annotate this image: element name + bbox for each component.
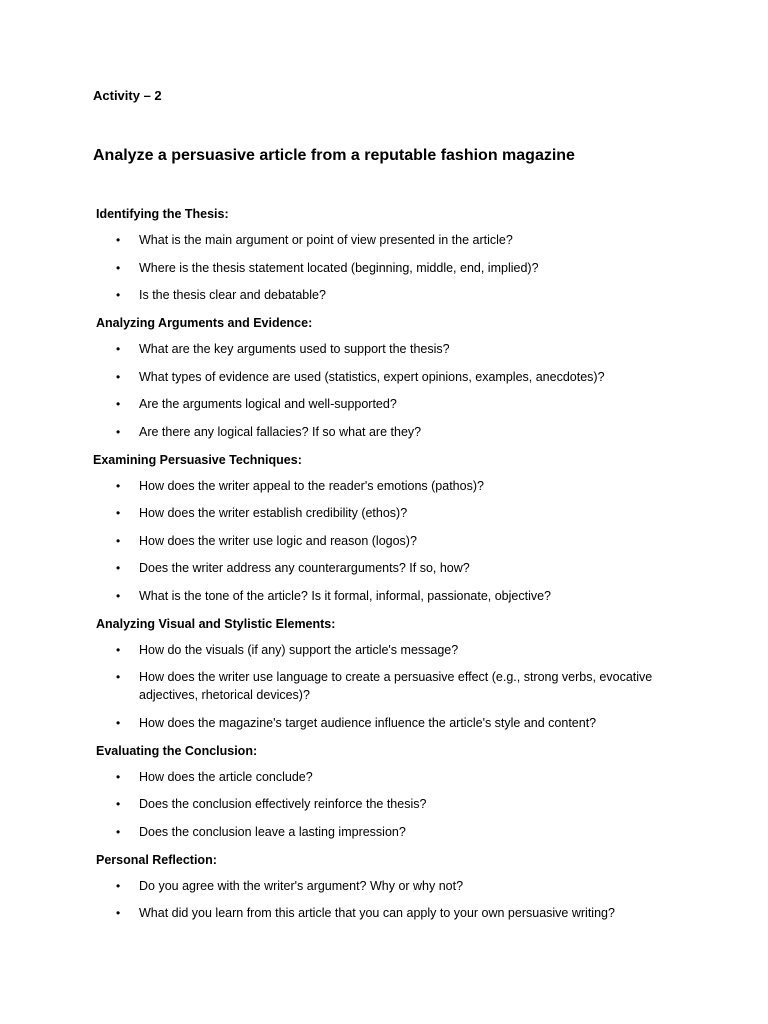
list-item — [93, 532, 679, 550]
list-item — [93, 641, 679, 659]
list-item-text: How does the writer appeal to the reader's emotions (pathos)? — [139, 478, 484, 493]
list-item — [93, 259, 679, 277]
list-item — [93, 286, 679, 304]
list-item — [93, 795, 679, 813]
bullet-icon: • — [116, 397, 121, 411]
bullet-icon: • — [116, 715, 121, 730]
list-item — [93, 904, 679, 922]
bullet-icon: • — [116, 824, 121, 839]
section — [93, 850, 693, 923]
list-item — [93, 714, 679, 732]
list-item — [93, 504, 679, 522]
section — [93, 204, 693, 304]
bullet-list — [93, 340, 693, 441]
section — [93, 450, 693, 605]
bullet-icon: • — [116, 369, 121, 384]
list-item-text: Does the conclusion effectively reinforce the thesis? — [139, 797, 427, 811]
section-heading: Examining Persuasive Techniques: — [93, 452, 302, 467]
bullet-icon: • — [116, 233, 121, 247]
list-item — [93, 877, 679, 895]
bullet-icon: • — [116, 561, 121, 575]
activity-label: Activity – 2 — [93, 88, 162, 103]
list-item-text: What is the tone of the article? Is it formal, informal, passionate, objective? — [139, 588, 552, 603]
section-heading: Analyzing Arguments and Evidence: — [96, 316, 313, 330]
list-item — [93, 587, 679, 605]
list-item-text: How does the writer use language to create a persuasive effect (e.g., strong verbs, evocative adjectives, rhetorical devices)? — [139, 670, 653, 702]
bullet-icon: • — [116, 478, 121, 493]
list-item-text: Does the writer address any counterarguments? If so, how? — [139, 561, 470, 575]
list-item-text: Where is the thesis statement located (beginning, middle, end, implied)? — [139, 260, 539, 275]
bullet-list — [93, 641, 693, 732]
list-item-text: Does the conclusion leave a lasting impression? — [139, 824, 406, 839]
list-item-text: How do the visuals (if any) support the article's message? — [139, 642, 459, 657]
sections-container — [93, 204, 693, 931]
section-heading: Identifying the Thesis: — [96, 207, 229, 221]
list-item-text: What did you learn from this article that you can apply to your own persuasive writing? — [139, 906, 615, 920]
document-title: Analyze a persuasive article from a reputable fashion magazine — [93, 147, 575, 164]
bullet-icon: • — [116, 670, 121, 684]
section — [93, 614, 693, 732]
list-item — [93, 423, 679, 441]
list-item-text: How does the article conclude? — [139, 769, 313, 784]
list-item — [93, 368, 679, 386]
list-item-text: What are the key arguments used to support the thesis? — [139, 342, 450, 356]
list-item-text: Do you agree with the writer's argument? Why or why not? — [139, 878, 464, 893]
list-item-text: What is the main argument or point of view presented in the article? — [139, 233, 513, 247]
bullet-list — [93, 877, 693, 923]
bullet-list — [93, 768, 693, 841]
list-item — [93, 395, 679, 413]
bullet-icon: • — [116, 906, 121, 920]
bullet-icon: • — [116, 797, 121, 811]
bullet-icon: • — [116, 588, 121, 603]
list-item — [93, 559, 679, 577]
list-item-text: How does the writer use logic and reason (logos)? — [139, 533, 417, 548]
bullet-icon: • — [116, 260, 121, 275]
list-item — [93, 340, 679, 358]
bullet-list — [93, 231, 693, 304]
bullet-icon: • — [116, 288, 121, 302]
bullet-icon: • — [116, 506, 121, 520]
list-item-text: Are there any logical fallacies? If so what are they? — [139, 424, 422, 439]
list-item — [93, 823, 679, 841]
list-item-text: How does the writer establish credibility (ethos)? — [139, 506, 408, 520]
section-heading: Personal Reflection: — [96, 852, 217, 867]
bullet-icon: • — [116, 533, 121, 548]
list-item-text: Are the arguments logical and well-supported? — [139, 397, 397, 411]
bullet-icon: • — [116, 878, 121, 893]
bullet-icon: • — [116, 342, 121, 356]
list-item — [93, 668, 679, 704]
list-item-text: What types of evidence are used (statistics, expert opinions, examples, anecdotes)? — [139, 369, 605, 384]
bullet-icon: • — [116, 642, 121, 657]
section-heading: Analyzing Visual and Stylistic Elements: — [96, 616, 336, 631]
bullet-icon: • — [116, 424, 121, 439]
section — [93, 313, 693, 441]
section-heading: Evaluating the Conclusion: — [96, 743, 258, 758]
list-item-text: Is the thesis clear and debatable? — [139, 288, 326, 302]
bullet-icon: • — [116, 769, 121, 784]
section — [93, 741, 693, 841]
list-item — [93, 768, 679, 786]
list-item — [93, 231, 679, 249]
list-item — [93, 477, 679, 495]
list-item-text: How does the magazine's target audience influence the article's style and content? — [139, 715, 597, 730]
bullet-list — [93, 477, 693, 605]
